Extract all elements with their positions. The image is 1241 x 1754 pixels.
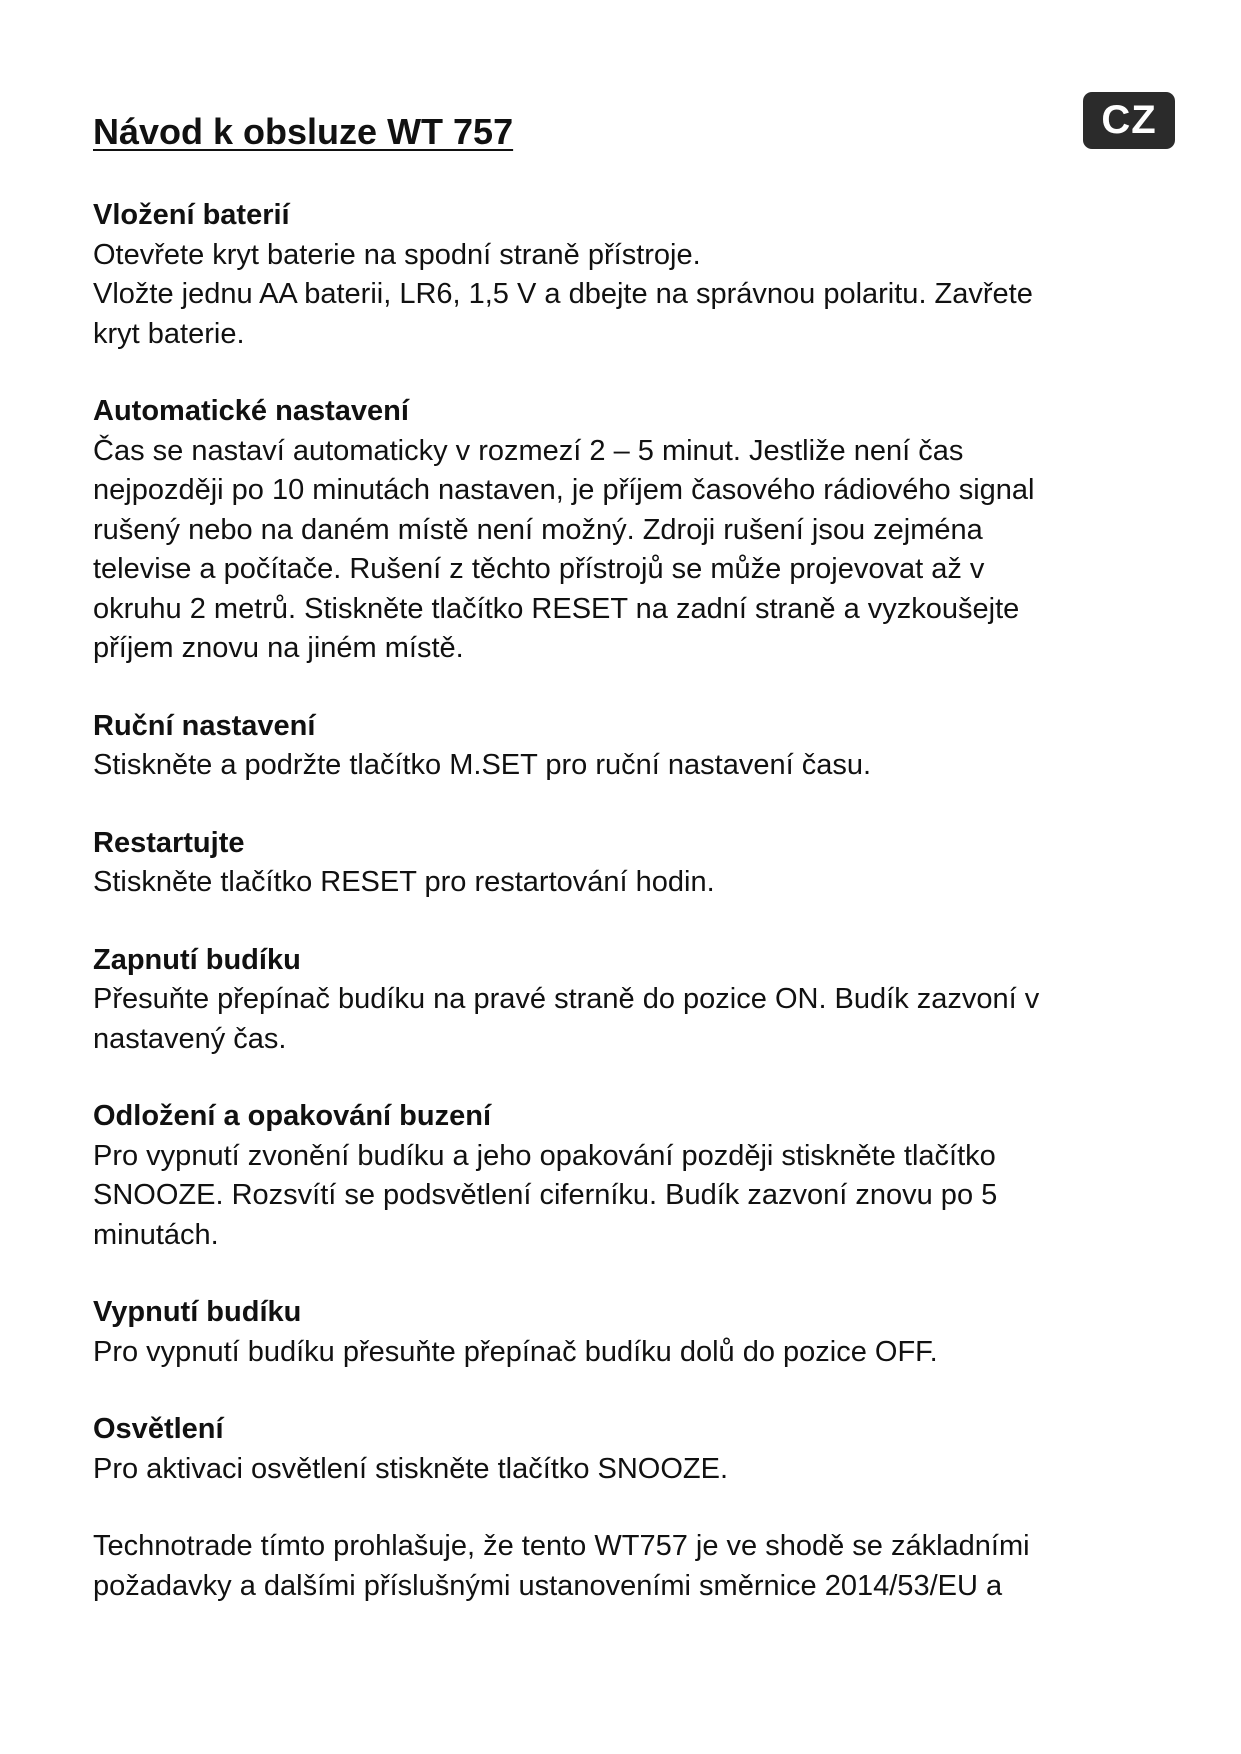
text-line: Čas se nastaví automaticky v rozmezí 2 – 5 minut. Jestliže není čas <box>93 434 964 467</box>
section-snooze <box>93 1097 1153 1255</box>
section-backlight <box>93 1410 1153 1489</box>
text-line: příjem znovu na jiném místě. <box>93 632 464 664</box>
section-body <box>93 980 1153 1059</box>
section-automatic-setting <box>93 392 1153 669</box>
section-battery-insertion <box>93 196 1153 354</box>
section-heading: Vypnutí budíku <box>93 1296 302 1328</box>
text-line: rušený nebo na daném místě není možný. Zdroji rušení jsou zejména <box>93 513 983 546</box>
section-heading: Ruční nastavení <box>93 709 316 742</box>
section-heading: Odložení a opakování buzení <box>93 1100 491 1132</box>
text-line: nastavený čas. <box>93 1022 287 1055</box>
section-heading: Zapnutí budíku <box>93 943 301 976</box>
section-restart <box>93 824 1153 903</box>
text-line: kryt baterie. <box>93 317 245 350</box>
page-title: Návod k obsluze WT 757 <box>93 111 514 152</box>
text-line: Otevřete kryt baterie na spodní straně přístroje. <box>93 238 701 271</box>
text-line: požadavky a dalšími příslušnými ustanoveními směrnice 2014/53/EU a <box>93 1569 1003 1602</box>
section-heading: Restartujte <box>93 826 245 859</box>
section-heading: Automatické nastavení <box>93 395 409 427</box>
section-alarm-on <box>93 941 1153 1060</box>
section-alarm-off <box>93 1293 1153 1372</box>
section-body <box>93 1450 1153 1490</box>
text-line: Pro vypnutí zvonění budíku a jeho opakování později stiskněte tlačítko <box>93 1139 996 1172</box>
manual-content <box>93 196 1153 1606</box>
language-badge: CZ <box>1083 92 1175 149</box>
section-heading: Vložení baterií <box>93 199 290 231</box>
text-line: Vložte jednu AA baterii, LR6, 1,5 V a dbejte na správnou polaritu. Zavřete <box>93 278 1033 310</box>
section-body <box>93 432 1153 669</box>
text-line: nejpozději po 10 minutách nastaven, je příjem časového rádiového signal <box>93 474 1035 506</box>
text-line: SNOOZE. Rozsvítí se podsvětlení ciferníku. Budík zazvoní znovu po 5 <box>93 1179 998 1211</box>
text-line: Pro vypnutí budíku přesuňte přepínač budíku dolů do pozice OFF. <box>93 1335 938 1368</box>
text-line: Stiskněte tlačítko RESET pro restartování hodin. <box>93 866 715 898</box>
section-body <box>93 746 1153 786</box>
text-line: televise a počítače. Rušení z těchto přístrojů se může projevovat až v <box>93 553 985 585</box>
conformity-declaration <box>93 1527 1153 1606</box>
section-body <box>93 1333 1153 1373</box>
text-line: Pro aktivaci osvětlení stiskněte tlačítko SNOOZE. <box>93 1452 729 1485</box>
section-manual-setting <box>93 707 1153 786</box>
text-line: Přesuňte přepínač budíku na pravé straně do pozice ON. Budík zazvoní v <box>93 983 1040 1015</box>
text-line: okruhu 2 metrů. Stiskněte tlačítko RESET na zadní straně a vyzkoušejte <box>93 592 1020 625</box>
text-line: minutách. <box>93 1218 219 1251</box>
section-body <box>93 863 1153 903</box>
section-body <box>93 236 1153 355</box>
text-line: Stiskněte a podržte tlačítko M.SET pro ruční nastavení času. <box>93 749 872 781</box>
section-heading: Osvětlení <box>93 1413 224 1445</box>
section-body <box>93 1137 1153 1256</box>
text-line: Technotrade tímto prohlašuje, že tento WT757 je ve shodě se základními <box>93 1530 1030 1562</box>
